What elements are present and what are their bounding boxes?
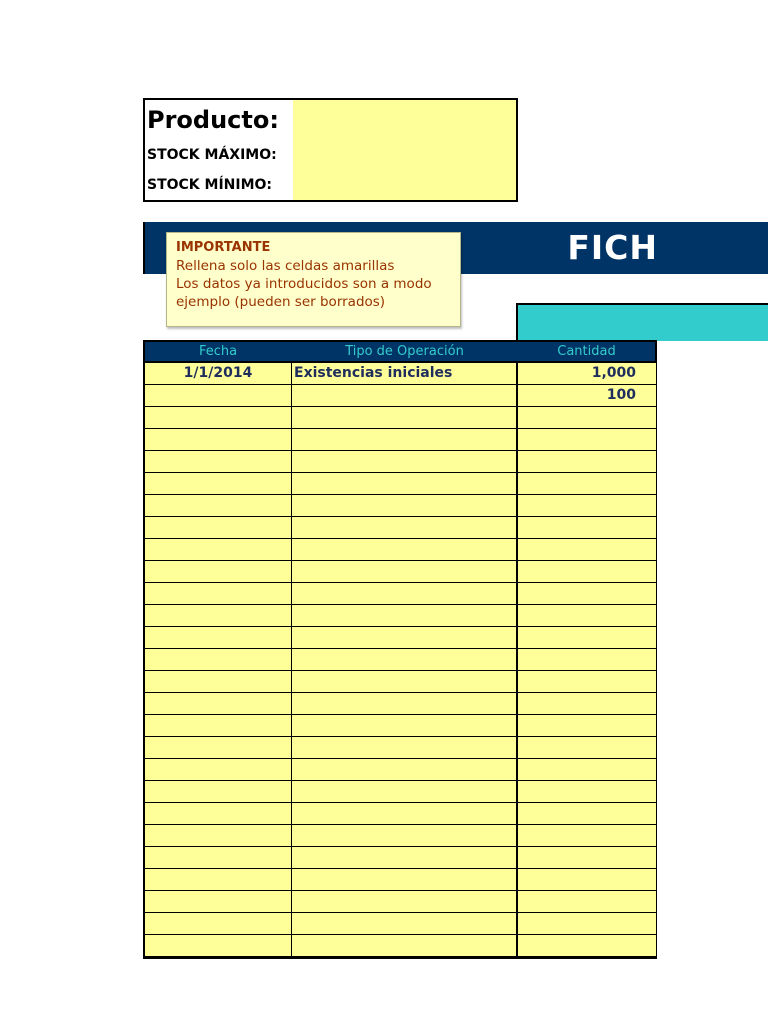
table-row [143,693,657,715]
fecha-cell[interactable] [145,847,292,868]
tipo-operacion-cell[interactable] [291,649,518,670]
cantidad-cell[interactable] [518,561,656,582]
table-row [143,451,657,473]
table-row [143,891,657,913]
fecha-cell[interactable] [145,935,292,956]
product-label: Producto: [145,100,295,139]
tipo-operacion-cell[interactable] [291,781,518,802]
note-line: ejemplo (pueden ser borrados) [176,294,386,310]
tipo-operacion-cell[interactable] [291,891,518,912]
product-input-cell[interactable] [293,100,516,139]
fecha-cell[interactable] [145,671,292,692]
tipo-operacion-cell[interactable] [291,737,518,758]
fecha-cell[interactable] [145,473,292,494]
fecha-cell[interactable] [145,385,292,406]
table-row [143,495,657,517]
fecha-cell[interactable] [145,825,292,846]
table-row [143,627,657,649]
tipo-operacion-cell[interactable] [291,561,518,582]
table-row [143,935,657,957]
table-row [143,869,657,891]
tipo-operacion-cell[interactable] [291,715,518,736]
fecha-cell[interactable] [145,737,292,758]
tipo-operacion-cell[interactable] [291,539,518,560]
table-row [143,913,657,935]
column-header-fecha: Fecha [198,344,238,359]
table-row [143,583,657,605]
cantidad-cell[interactable] [518,869,656,890]
product-info-box [143,98,518,202]
cantidad-cell[interactable] [518,473,656,494]
fecha-cell[interactable] [145,891,292,912]
column-header-cantidad: Cantidad [557,344,616,359]
fecha-cell[interactable] [145,451,292,472]
fecha-cell[interactable] [145,561,292,582]
cantidad-cell[interactable] [518,847,656,868]
cantidad-cell[interactable] [518,407,656,428]
cantidad-cell[interactable] [518,605,656,626]
fecha-cell[interactable] [145,539,292,560]
table-row [143,429,657,451]
cantidad-cell[interactable] [518,759,656,780]
table-row [143,781,657,803]
table-row [143,715,657,737]
tipo-operacion-cell[interactable] [291,847,518,868]
tipo-operacion-cell[interactable] [291,869,518,890]
tipo-operacion-cell[interactable] [291,407,518,428]
tipo-operacion-cell[interactable] [291,759,518,780]
banner-border [143,222,145,274]
tipo-operacion-cell[interactable]: Existencias iniciales [291,363,518,384]
table-row [143,517,657,539]
cantidad-cell[interactable] [518,803,656,824]
table-row [143,407,657,429]
fecha-cell[interactable] [145,759,292,780]
column-header-tipo-operacion: Tipo de Operación [345,344,464,359]
table-body [143,363,657,957]
fecha-cell[interactable] [145,913,292,934]
tipo-operacion-cell[interactable] [291,451,518,472]
table-row [143,561,657,583]
tipo-operacion-cell[interactable] [291,913,518,934]
tipo-operacion-cell[interactable] [291,583,518,604]
stock-movements-table [143,340,657,959]
stock-max-input-cell[interactable] [293,139,516,170]
stock-min-input-cell[interactable] [293,170,516,200]
fecha-cell[interactable] [145,583,292,604]
note-line: Rellena solo las celdas amarillas [176,258,395,274]
stock-min-label: STOCK MÍNIMO: [145,170,295,200]
cantidad-cell[interactable] [518,495,656,516]
cantidad-cell[interactable] [518,671,656,692]
fecha-cell[interactable] [145,715,292,736]
tipo-operacion-cell[interactable] [291,803,518,824]
tipo-operacion-cell[interactable] [291,935,518,956]
table-header [143,340,657,363]
cantidad-cell[interactable] [518,913,656,934]
product-row [145,100,516,141]
banner-title: FICH [567,228,658,267]
fecha-cell[interactable] [145,869,292,890]
note-line: Los datos ya introducidos son a modo [176,276,432,292]
cantidad-cell[interactable] [518,583,656,604]
teal-header-bar [516,303,768,341]
tipo-operacion-cell[interactable] [291,693,518,714]
cantidad-cell[interactable] [518,825,656,846]
tipo-operacion-cell[interactable] [291,671,518,692]
tipo-operacion-cell[interactable] [291,517,518,538]
tipo-operacion-cell[interactable] [291,605,518,626]
fecha-cell[interactable] [145,517,292,538]
table-row [143,803,657,825]
cantidad-cell[interactable] [518,451,656,472]
fecha-cell[interactable] [145,803,292,824]
cantidad-cell[interactable] [518,429,656,450]
table-row [143,759,657,781]
cantidad-cell[interactable]: 1,000 [591,365,636,381]
cantidad-cell[interactable] [518,627,656,648]
fecha-cell[interactable]: 1/1/2014 [145,363,292,384]
cantidad-cell[interactable] [518,539,656,560]
tipo-operacion-cell[interactable] [291,429,518,450]
table-row [143,385,657,407]
cantidad-cell[interactable] [518,781,656,802]
table-row [143,605,657,627]
table-row [143,363,657,385]
tipo-operacion-cell[interactable] [291,627,518,648]
tipo-operacion-cell[interactable] [291,385,518,406]
table-row [143,649,657,671]
stock-max-row [145,139,516,172]
table-row [143,825,657,847]
cantidad-cell[interactable] [518,693,656,714]
fecha-cell[interactable] [145,495,292,516]
cantidad-cell[interactable] [518,517,656,538]
stock-max-label: STOCK MÁXIMO: [145,139,295,170]
fecha-cell[interactable] [145,781,292,802]
tipo-operacion-cell[interactable] [291,825,518,846]
fecha-cell[interactable] [145,627,292,648]
cantidad-cell[interactable] [518,891,656,912]
stock-min-row [145,170,516,200]
note-title: IMPORTANTE [176,240,271,255]
cantidad-cell[interactable] [518,737,656,758]
table-row [143,847,657,869]
fecha-cell[interactable] [145,605,292,626]
fecha-cell[interactable] [145,407,292,428]
table-row [143,671,657,693]
fecha-cell[interactable] [145,693,292,714]
cantidad-cell[interactable] [518,715,656,736]
cantidad-cell[interactable] [518,649,656,670]
cantidad-cell[interactable] [518,935,656,956]
tipo-operacion-cell[interactable] [291,473,518,494]
tipo-operacion-cell[interactable] [291,495,518,516]
comment-note [166,232,461,327]
fecha-cell[interactable] [145,649,292,670]
fecha-cell[interactable] [145,429,292,450]
table-row [143,539,657,561]
table-row [143,473,657,495]
cantidad-cell[interactable]: 100 [606,387,636,403]
table-bottom-border [143,957,657,959]
table-row [143,737,657,759]
